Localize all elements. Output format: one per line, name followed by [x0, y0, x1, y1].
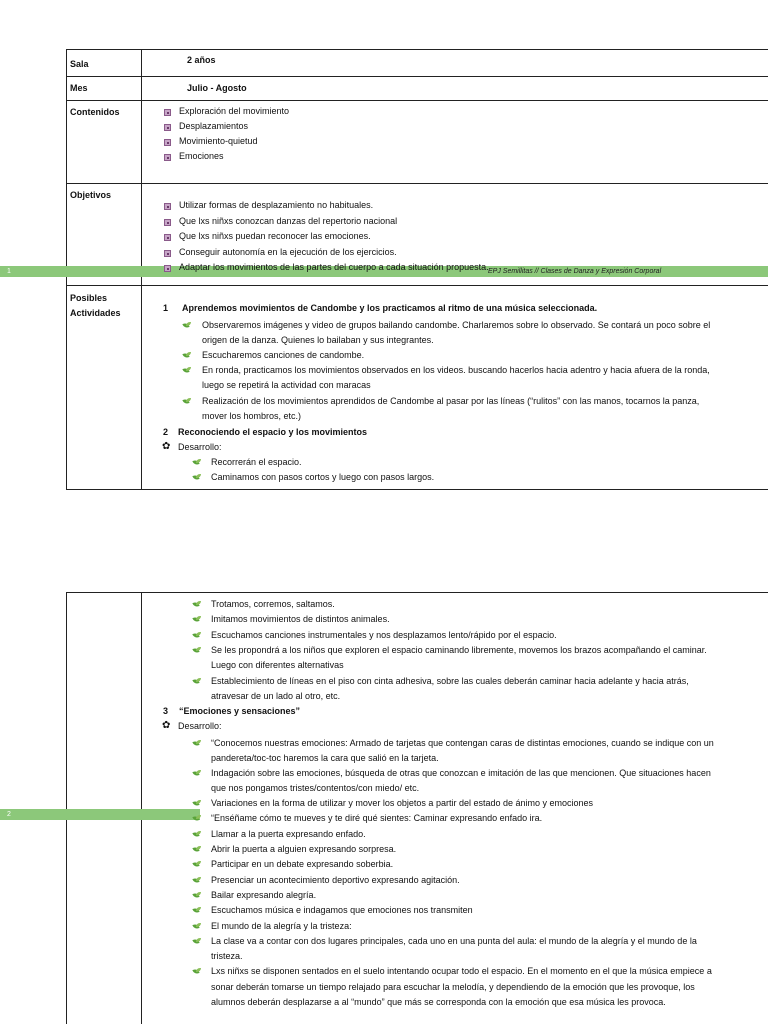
leaf-bullet-icon	[193, 831, 201, 838]
list-item: Adaptar los movimientos de las partes del cuerpo a cada situación propuesta.	[179, 262, 489, 272]
leaf-bullet-icon	[183, 322, 191, 329]
square-bullet-icon	[164, 265, 171, 272]
leaf-bullet-icon	[183, 367, 191, 374]
page-number: 1	[7, 268, 11, 275]
table-column-divider	[141, 592, 142, 1024]
activity-line: Participar en un debate expresando soberbia.	[211, 859, 394, 869]
sala-value: 2 años	[187, 55, 216, 65]
activity-line: La clase va a contar con dos lugares principales, cada uno en una punta del aula: el mundo de la alegría y el mundo de la	[211, 936, 697, 946]
page-separator-band	[0, 809, 200, 820]
activity-title: “Emociones y sensaciones”	[179, 706, 301, 716]
leaf-bullet-icon	[193, 770, 201, 777]
actividades-label-1: Posibles	[70, 293, 108, 303]
table-border-top	[66, 49, 768, 50]
activity-line: Se les propondrá a los niños que exploren el espacio caminando libremente, movemos los brazos acompañando el caminar.	[211, 645, 707, 655]
activity-number: 2	[163, 427, 169, 437]
activity-line: Trotamos, corremos, saltamos.	[211, 599, 335, 609]
activity-line: Indagación sobre las emociones, búsqueda de otras que conozcan e imitación de las que mencionen. Que situaciones hacen	[211, 768, 711, 778]
mes-label: Mes	[70, 83, 88, 93]
activity-line: Imitamos movimientos de distintos animales.	[211, 614, 390, 624]
leaf-bullet-icon	[193, 907, 201, 914]
table-border-left	[66, 592, 67, 1024]
table-border-bottom	[66, 489, 768, 490]
leaf-bullet-icon	[193, 632, 201, 639]
leaf-bullet-icon	[193, 846, 201, 853]
activity-title: Aprendemos movimientos de Candombe y los practicamos al ritmo de una música seleccionada.	[182, 303, 598, 313]
activity-line: alumnos deberán desplazarse a al “mundo” que más se corresponda con la emoción que esa música les provoca.	[211, 997, 666, 1007]
leaf-bullet-icon	[193, 459, 201, 466]
leaf-bullet-icon	[193, 474, 201, 481]
square-bullet-icon	[164, 219, 171, 226]
square-bullet-icon	[164, 234, 171, 241]
activity-line: tristeza.	[211, 951, 243, 961]
square-bullet-icon	[164, 203, 171, 210]
activity-line: mover los hombros, etc.)	[202, 411, 302, 421]
square-bullet-icon	[164, 154, 171, 161]
activity-line: “Enséñame cómo te mueves y te diré qué sientes: Caminar expresando enfado ira.	[211, 813, 543, 823]
activity-line: Lxs niñxs se disponen sentados en el suelo intentando ocupar todo el espacio. En el momento en el que la música empiece a	[211, 966, 712, 976]
activity-line: En ronda, practicamos los movimientos observados en los videos. buscando hacerlos hacia adentro y hacia afuera de la ronda,	[202, 365, 710, 375]
list-item: Desplazamientos	[179, 121, 249, 131]
activity-line: Observaremos imágenes y video de grupos bailando candombe. Charlaremos sobre lo observado. Se contará un poco sobre el	[202, 320, 711, 330]
objetivos-label: Objetivos	[70, 190, 112, 200]
leaf-bullet-icon	[193, 800, 201, 807]
leaf-bullet-icon	[193, 616, 201, 623]
activity-line: Escuchamos canciones instrumentales y nos desplazamos lento/rápido por el espacio.	[211, 630, 557, 640]
leaf-bullet-icon	[183, 352, 191, 359]
leaf-bullet-icon	[193, 877, 201, 884]
activity-line: Escuchamos música e indagamos que emociones nos transmiten	[211, 905, 473, 915]
square-bullet-icon	[164, 109, 171, 116]
activity-line: origen de la danza. Quienes lo bailaban y sus integrantes.	[202, 335, 434, 345]
list-item: Que lxs niñxs puedan reconocer las emociones.	[179, 231, 371, 241]
activity-line: Bailar expresando alegría.	[211, 890, 317, 900]
list-item: Utilizar formas de desplazamiento no habituales.	[179, 200, 374, 210]
leaf-bullet-icon	[193, 601, 201, 608]
activity-line: Llamar a la puerta expresando enfado.	[211, 829, 366, 839]
activity-line: Presenciar un acontecimiento deportivo expresando agitación.	[211, 875, 460, 885]
square-bullet-icon	[164, 250, 171, 257]
leaf-bullet-icon	[193, 938, 201, 945]
activity-line: “Conocemos nuestras emociones: Armado de tarjetas que contengan caras de distintas emociones, cuando se indique con un	[211, 738, 714, 748]
footer-text: EPJ Semillitas // Clases de Danza y Expresión Corporal	[488, 268, 662, 275]
list-item: Movimiento-quietud	[179, 136, 258, 146]
leaf-bullet-icon	[193, 678, 201, 685]
contenidos-label: Contenidos	[70, 107, 120, 117]
activity-number: 3	[163, 706, 169, 716]
activity-line: que nos pongamos tristes/contentos/con miedo/ etc.	[211, 783, 420, 793]
activity-line: sonar deberán tomarse un tiempo relajado para escuchar la melodía, y dependiendo de la emoción que les provoque, los	[211, 982, 695, 992]
desarrollo-label: Desarrollo:	[178, 721, 222, 731]
leaf-bullet-icon	[183, 398, 191, 405]
leaf-bullet-icon	[193, 968, 201, 975]
leaf-bullet-icon	[193, 923, 201, 930]
flower-bullet-icon: ✿	[162, 720, 171, 731]
leaf-bullet-icon	[193, 815, 201, 822]
list-item: Que lxs niñxs conozcan danzas del repertorio nacional	[179, 216, 398, 226]
activity-line: Caminamos con pasos cortos y luego con pasos largos.	[211, 472, 435, 482]
activity-title: Reconociendo el espacio y los movimientos	[178, 427, 368, 437]
row-divider	[66, 100, 768, 101]
table-border-top	[66, 592, 768, 593]
square-bullet-icon	[164, 139, 171, 146]
activity-line: Realización de los movimientos aprendidos de Candombe al pasar por las líneas (“rulitos” con las manos, tocarnos la panza,	[202, 396, 700, 406]
list-item: Exploración del movimiento	[179, 106, 290, 116]
row-divider	[66, 183, 768, 184]
activity-number: 1	[163, 303, 169, 313]
flower-bullet-icon: ✿	[162, 441, 171, 452]
mes-value: Julio - Agosto	[187, 83, 247, 93]
activity-line: Variaciones en la forma de utilizar y mover los objetos a partir del estado de ánimo y emociones	[211, 798, 594, 808]
row-divider	[66, 76, 768, 77]
activity-line: Recorrerán el espacio.	[211, 457, 302, 467]
square-bullet-icon	[164, 124, 171, 131]
activity-line: luego se repetirá la actividad con maracas	[202, 380, 371, 390]
leaf-bullet-icon	[193, 861, 201, 868]
sala-label: Sala	[70, 59, 89, 69]
activity-line: Abrir la puerta a alguien expresando sorpresa.	[211, 844, 397, 854]
activity-line: Escucharemos canciones de candombe.	[202, 350, 365, 360]
row-divider	[66, 285, 768, 286]
desarrollo-label: Desarrollo:	[178, 442, 222, 452]
page-number: 2	[7, 811, 11, 818]
activity-line: Establecimiento de líneas en el piso con cinta adhesiva, sobre las cuales deberán caminar hacia adelante y hacia atrás,	[211, 676, 689, 686]
actividades-label-2: Actividades	[70, 308, 121, 318]
leaf-bullet-icon	[193, 647, 201, 654]
activity-line: El mundo de la alegría y la tristeza:	[211, 921, 352, 931]
leaf-bullet-icon	[193, 892, 201, 899]
activity-line: Luego con diferentes alternativas	[211, 660, 344, 670]
list-item: Conseguir autonomía en la ejecución de los ejercicios.	[179, 247, 397, 257]
leaf-bullet-icon	[193, 740, 201, 747]
list-item: Emociones	[179, 151, 224, 161]
activity-line: atravesar de un lado al otro, etc.	[211, 691, 341, 701]
activity-line: pandereta/toc-toc haremos la cara que salió en la tarjeta.	[211, 753, 439, 763]
